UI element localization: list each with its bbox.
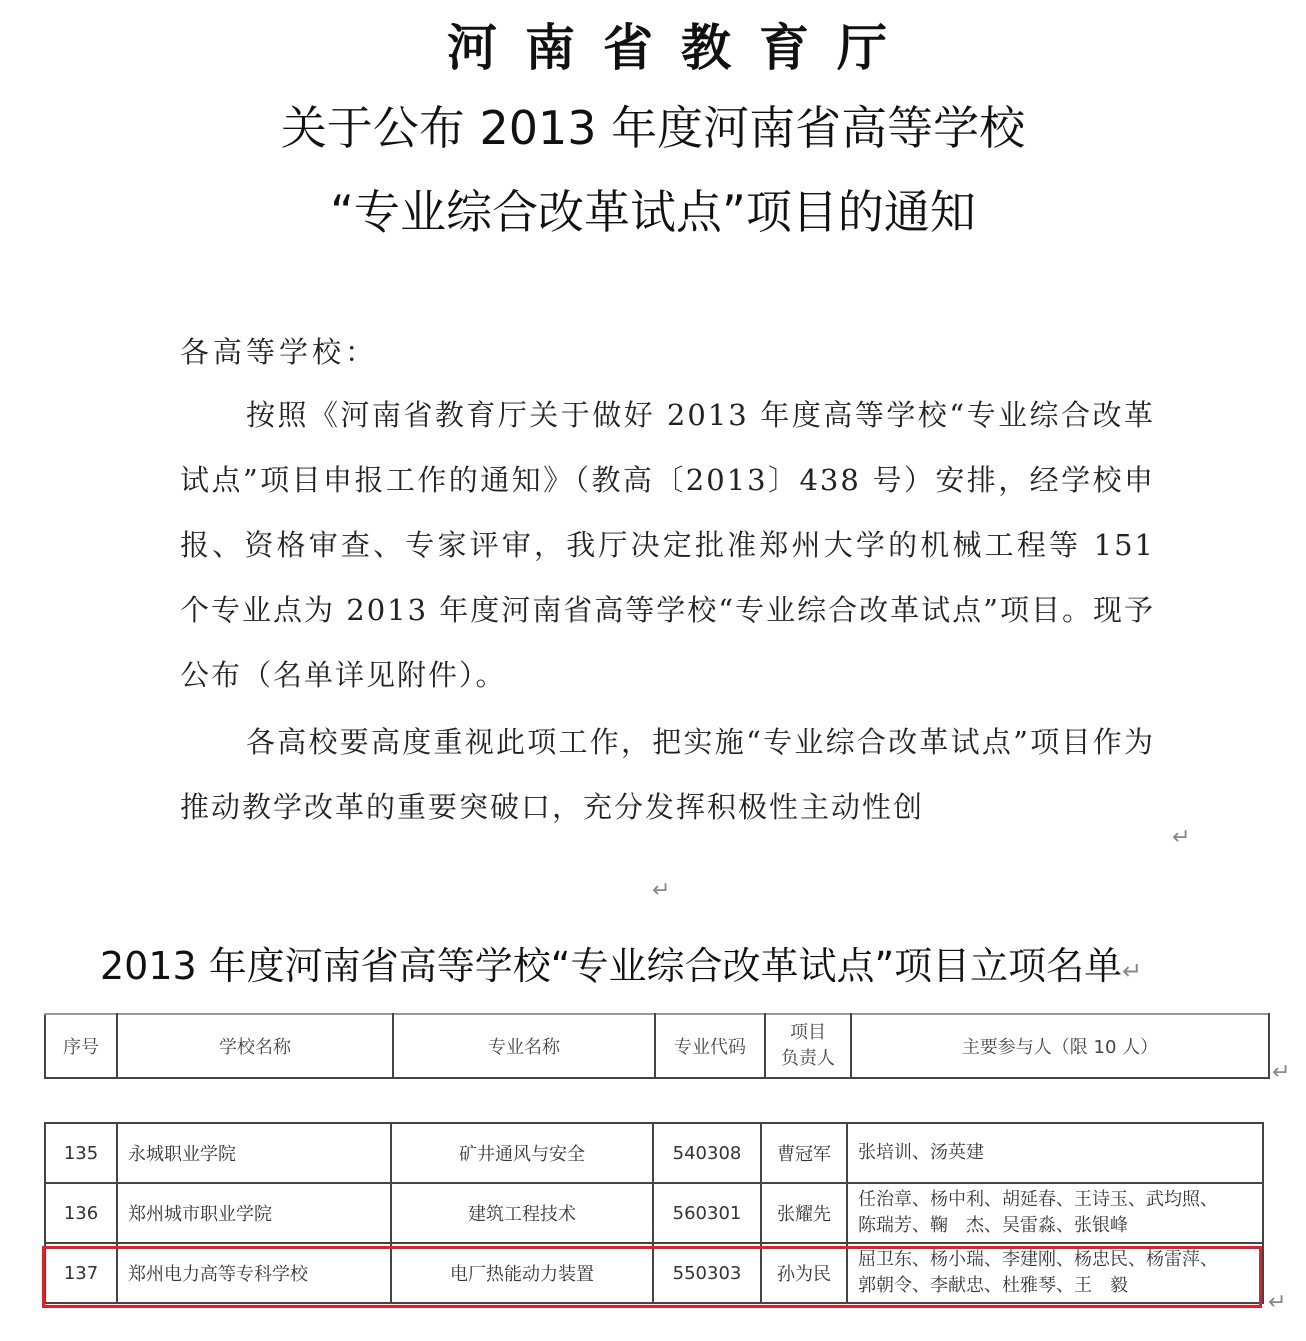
members-line2: 陈瑞芳、鞠 杰、吴雷淼、张银峰: [858, 1215, 1128, 1236]
cell-members: [847, 1243, 1263, 1303]
cell-major: 矿井通风与安全: [391, 1123, 653, 1183]
cell-major: 建筑工程技术: [391, 1183, 653, 1243]
cell-leader: 曹冠军: [761, 1123, 847, 1183]
paragraph-1: 按照《河南省教育厅关于做好 2013 年度高等学校“专业综合改革试点”项目申报工作的通知》（教高〔2013〕438 号）安排，经学校申报、资格审查、专家评审，我厅决定批准郑州大学的机械工程等 151 个专业点为 2013 年度河南省高等学校“专业综合改革试点”项目。现予公布（名单详见附件）。: [180, 398, 1155, 692]
cell-code: 550303: [653, 1243, 761, 1303]
cell-school: 郑州电力高等专科学校: [117, 1243, 391, 1303]
salutation: 各高等学校：: [180, 335, 379, 369]
list-title-text: 2013 年度河南省高等学校“专业综合改革试点”项目立项名单: [100, 944, 1123, 988]
empty-line-return-mark: ↵: [652, 878, 671, 903]
table-body: [44, 1122, 1264, 1304]
cell-leader: 张耀先: [761, 1183, 847, 1243]
table-header: [44, 1013, 1270, 1079]
header-members: 主要参与人（限 10 人）: [851, 1014, 1269, 1078]
header-leader-line2: 负责人: [781, 1048, 835, 1069]
list-title: [100, 935, 1142, 990]
cell-members: [847, 1183, 1263, 1243]
table-row: [45, 1243, 1263, 1303]
cell-no: 135: [45, 1123, 117, 1183]
header-leader: [765, 1014, 851, 1078]
header-code: 专业代码: [655, 1014, 765, 1078]
doc-title-line2: “专业综合改革试点”项目的通知: [330, 185, 976, 239]
table-return-mark: ↵: [1268, 1290, 1287, 1315]
paragraph-2: 各高校要高度重视此项工作，把实施“专业综合改革试点”项目作为推动教学改革的重要突破口，充分发挥积极性主动性创: [180, 725, 1155, 824]
header-leader-line1: 项目: [790, 1022, 826, 1043]
cell-major: 电厂热能动力装置: [391, 1243, 653, 1303]
header-major: 专业名称: [393, 1014, 655, 1078]
doc-issuer-title: 河南省教育厅: [447, 19, 915, 77]
members-line1: 张培训、汤英建: [858, 1142, 984, 1163]
members-line2: 郭朝令、李献忠、杜雅琴、王 毅: [858, 1275, 1128, 1296]
doc-title-line1: 关于公布 2013 年度河南省高等学校: [280, 101, 1026, 155]
cell-school: 永城职业学院: [117, 1123, 391, 1183]
header-school: 学校名称: [117, 1014, 393, 1078]
cell-no: 136: [45, 1183, 117, 1243]
table-row: [45, 1123, 1263, 1183]
paragraph-return-mark: ↵: [1172, 825, 1191, 850]
list-title-return-mark: ↵: [1122, 957, 1143, 985]
cell-code: 540308: [653, 1123, 761, 1183]
table-row: [45, 1183, 1263, 1243]
header-row: [45, 1014, 1269, 1078]
cell-leader: 孙为民: [761, 1243, 847, 1303]
members-line1: 任治章、杨中利、胡延春、王诗玉、武均照、: [858, 1189, 1218, 1210]
header-no: 序号: [45, 1014, 117, 1078]
cell-members: [847, 1123, 1263, 1183]
header-return-mark: ↵: [1272, 1060, 1291, 1085]
cell-school: 郑州城市职业学院: [117, 1183, 391, 1243]
members-line1: 屈卫东、杨小瑞、李建刚、杨忠民、杨雷萍、: [858, 1249, 1218, 1270]
cell-code: 560301: [653, 1183, 761, 1243]
cell-no: 137: [45, 1243, 117, 1303]
